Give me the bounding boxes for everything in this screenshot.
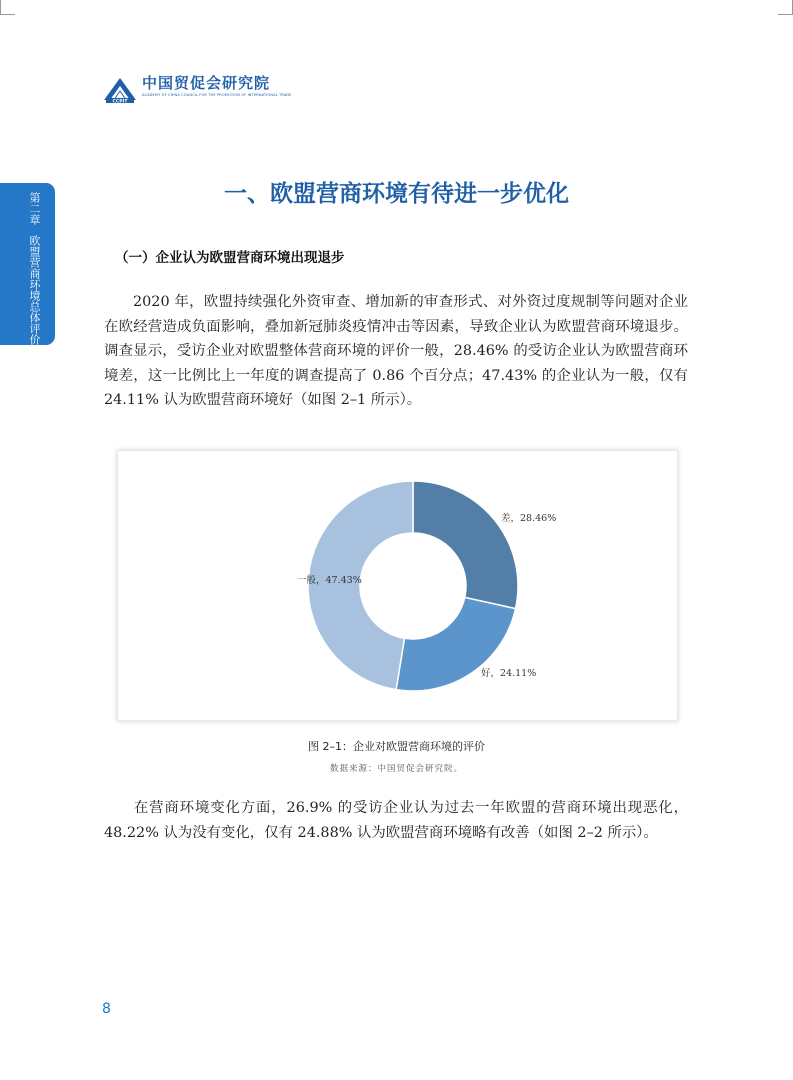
- section-title: 一、欧盟营商环境有待进一步优化: [224, 181, 569, 207]
- paragraph-2: [104, 796, 688, 845]
- chapter-number: 第二章: [28, 192, 41, 225]
- header-logo: [102, 74, 292, 104]
- chapter-title: 欧盟营商环境总体评价: [28, 235, 41, 345]
- donut-label-2: 一般，47.43%: [297, 575, 362, 586]
- page-number: 8: [102, 1001, 111, 1017]
- figure-source: 数据来源：中国贸促会研究院。: [329, 764, 463, 774]
- crop-mark-top-right: [778, 0, 793, 15]
- crop-mark-top-left: [0, 0, 15, 15]
- sub-section-title: （一）企业认为欧盟营商环境出现退步: [115, 250, 345, 266]
- chapter-side-label: [26, 192, 42, 345]
- donut-slice-0: [413, 481, 518, 609]
- donut-chart-svg: [118, 451, 677, 720]
- ccpit-logo-icon: [102, 74, 138, 104]
- paragraph-1: [104, 290, 688, 413]
- paragraph-1-text: 2020 年，欧盟持续强化外资审查、增加新的审查形式、对外资过度规制等问题对企业在欧经营造成负面影响，叠加新冠肺炎疫情冲击等因素，导致企业认为欧盟营商环境退步。调查显示，受访企业对欧盟整体营商环境的评价一般，28.46% 的受访企业认为欧盟营商环境差，这一比例比上一年度的调查提高了 0.86 个百分点；47.43% 的企业认为一般，仅有 24.11% 认为欧盟营商环境好（如图 2–1 所示）。: [104, 294, 688, 409]
- donut-label-0: 差，28.46%: [501, 513, 557, 524]
- logo-mark-text: CCPIT: [112, 99, 128, 104]
- logo-chinese-name: 中国贸促会研究院: [142, 74, 271, 92]
- donut-chart: [117, 450, 678, 721]
- paragraph-2-text: 在营商环境变化方面，26.9% 的受访企业认为过去一年欧盟的营商环境出现恶化，48.22% 认为没有变化，仅有 24.88% 认为欧盟营商环境略有改善（如图 2–2 所示）。: [104, 800, 688, 841]
- donut-label-1: 好，24.11%: [481, 668, 537, 679]
- logo-english-name: ACADEMY OF CHINA COUNCIL FOR THE PROMOTION OF INTERNATIONAL TRADE: [142, 93, 292, 97]
- figure-caption: 图 2–1：企业对欧盟营商环境的评价: [308, 740, 485, 753]
